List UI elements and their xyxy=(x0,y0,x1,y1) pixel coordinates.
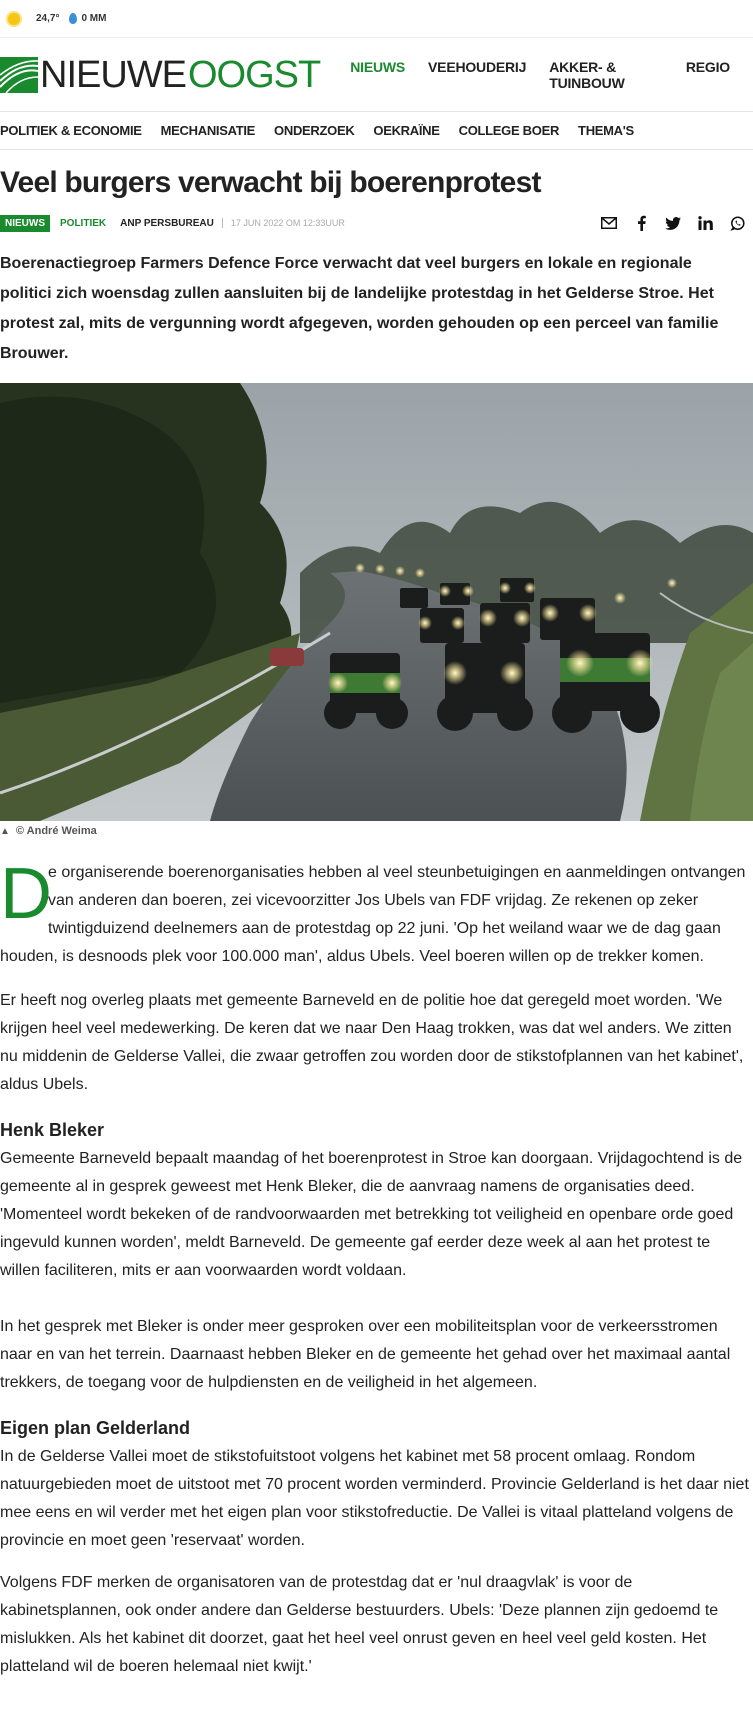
share-buttons xyxy=(585,215,745,231)
subnav-item-onderzoek[interactable]: ONDERZOEK xyxy=(274,123,355,138)
subnav-item-college-boer[interactable]: COLLEGE BOER xyxy=(458,123,560,138)
spacer xyxy=(0,1285,750,1313)
subnav-item-politiek-economie[interactable]: POLITIEK & ECONOMIE xyxy=(0,123,142,138)
logo-wordmark: NIEUWEOOGST xyxy=(40,53,321,96)
section-badge[interactable]: NIEUWS xyxy=(0,215,50,232)
rainfall: 0 MM xyxy=(81,13,107,24)
nav-item-akker-tuinbouw[interactable]: AKKER- & TUINBOUW xyxy=(549,58,625,91)
category-link[interactable]: POLITIEK xyxy=(60,217,107,229)
email-icon[interactable] xyxy=(601,215,617,231)
site-header xyxy=(0,38,753,112)
sub-nav xyxy=(0,112,753,150)
site-logo[interactable] xyxy=(0,53,321,96)
article-meta xyxy=(0,213,753,233)
photo-caption: ▲ © André Weima xyxy=(0,825,97,837)
drop-cap: D xyxy=(0,854,52,934)
article-lead: Boerenactiegroep Farmers Defence Force verwacht dat veel burgers en lokale en regionale politici zich woensdag zullen aansluiten bij de landelijke protestdag in het Gelderse Stroe. Het protest zal, mits de vergunning wordt afgegeven, worden gehouden op een perceel van familie Brouwer. xyxy=(0,255,719,362)
paragraph-1: D e organiserende boerenorganisaties hebben al veel steunbetuigingen en aanmeldingen ontvangen van anderen dan boeren, zei vicevoorzitter Jos Ubels van FDF vrijdag. Ze rekenen op zeker twintigduizend deelnemers aan de protestdag op 22 juni. 'Op het weiland waar we de dag gaan houden, is desnoods plek voor 100.000 man', aldus Ubels. Veel boeren willen op de trekker komen. xyxy=(0,854,746,965)
publish-date: 17 JUN 2022 OM 12:33UUR xyxy=(230,218,345,228)
linkedin-icon[interactable] xyxy=(697,215,713,231)
article-title: Veel burgers verwacht bij boerenprotest xyxy=(0,166,541,199)
paragraph-4: In het gesprek met Bleker is onder meer gesproken over een mobiliteitsplan voor de verkeersstromen naar en van het terrein. Daarnaast hebben Bleker en de gemeente het gehad over het maximaal aantal trekkers, de toegang voor de hulpdiensten en de veiligheid in het algemeen. xyxy=(0,1318,731,1391)
nav-item-veehouderij[interactable]: VEEHOUDERIJ xyxy=(428,58,527,75)
whatsapp-icon[interactable] xyxy=(729,215,745,231)
temperature: 24,7° xyxy=(36,13,60,24)
caption-triangle-icon: ▲ xyxy=(0,826,10,837)
subnav-item-oekraine[interactable]: OEKRAÏNE xyxy=(373,123,440,138)
weather-bar xyxy=(0,0,753,38)
paragraph-2: Er heeft nog overleg plaats met gemeente Barneveld en de politie hoe dat geregeld moet worden. 'We krijgen heel veel medewerking. De keren dat we naar Den Haag trokken, was dat wel anders. We zitten nu middenin de Gelderse Vallei, die zwaar getroffen zou worden door de stikstofplannen van het kabinet', aldus Ubels. xyxy=(0,992,744,1093)
main-nav xyxy=(350,59,753,91)
paragraph-5: In de Gelderse Vallei moet de stikstofuitstoot volgens het kabinet met 58 procent omlaag. Rondom natuurgebieden moet de uitstoot met 70 procent worden verminderd. Provincie Gelderland is het daar niet mee eens en wil verder met het eigen plan voor stikstofreductie. De Vallei is vitaal platteland volgens de provincie en moet geen 'reservaat' worden. xyxy=(0,1448,749,1549)
tractor-convoy-photo xyxy=(0,383,753,821)
subnav-item-mechanisatie[interactable]: MECHANISATIE xyxy=(160,123,256,138)
divider xyxy=(222,218,223,228)
subnav-item-themas[interactable]: THEMA'S xyxy=(578,123,634,138)
author-name: ANP PERSBUREAU xyxy=(120,217,214,229)
subheading-henk-bleker: Henk Bleker xyxy=(0,1120,105,1140)
article-photo[interactable] xyxy=(0,383,753,821)
paragraph-3: Gemeente Barneveld bepaalt maandag of het boerenprotest in Stroe kan doorgaan. Vrijdagochtend is de gemeente al in gesprek geweest met Henk Bleker, die de aanvraag namens de organisaties deed. 'Momenteel wordt bekeken of de randvoorwaarden met betrekking tot veiligheid en openbare orde goed ingevuld kunnen worden', meldt Barneveld. De gemeente gaf eerder deze week al aan het protest te willen faciliteren, mits er aan voorwaarden wordt voldaan. xyxy=(0,1150,743,1279)
article-body xyxy=(0,854,750,1681)
sun-icon xyxy=(8,13,20,25)
subheading-eigen-plan-gelderland: Eigen plan Gelderland xyxy=(0,1418,191,1438)
paragraph-6: Volgens FDF merken de organisatoren van de protestdag dat er 'nul draagvlak' is voor de kabinetsplannen, ook onder andere dan Gelderse bestuurders. Ubels: 'Deze plannen zijn gedoemd te mislukken. Als het kabinet dit doorzet, gaat het heel veel onrust geven en heel veel geld kosten. Het platteland wil de boeren helemaal niet kwijt.' xyxy=(0,1574,719,1675)
logo-field-icon xyxy=(0,57,38,93)
facebook-icon[interactable] xyxy=(633,215,649,231)
nav-item-nieuws[interactable]: NIEUWS xyxy=(350,58,406,75)
raindrop-icon xyxy=(69,13,77,24)
twitter-icon[interactable] xyxy=(665,215,681,231)
nav-item-regio[interactable]: REGIO xyxy=(685,58,730,75)
